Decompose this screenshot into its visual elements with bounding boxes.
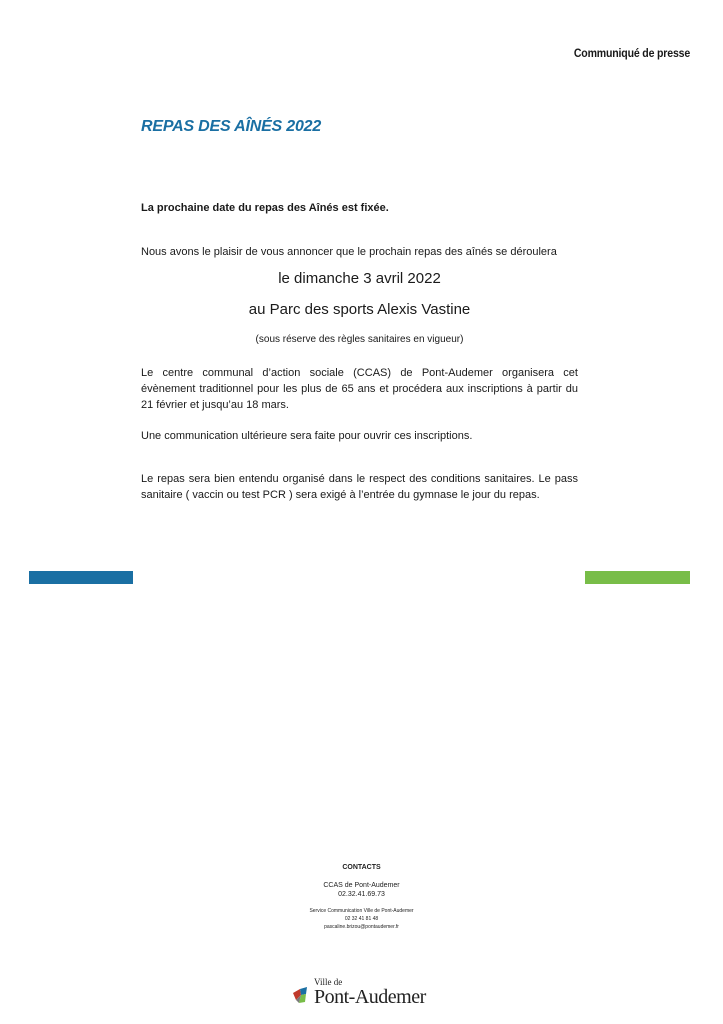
event-date: le dimanche 3 avril 2022 <box>278 270 441 287</box>
green-accent-bar <box>585 571 690 584</box>
logo-city-name: Pont-Audemer <box>314 986 426 1008</box>
city-logo <box>290 977 450 1013</box>
service-phone: 02 32 41 81 48 <box>344 916 379 922</box>
ccas-phone: 02.32.41.69.73 <box>338 891 385 898</box>
contacts-heading: CONTACTS <box>342 864 381 871</box>
communication-paragraph: Une communication ultérieure sera faite pour ouvrir ces inscriptions. <box>141 430 473 442</box>
lead-sentence: La prochaine date du repas des Aînés est fixée. <box>141 202 389 214</box>
ccas-name: CCAS de Pont-Audemer <box>323 882 400 889</box>
logo-prefix: Ville de <box>314 977 343 987</box>
intro-paragraph: Nous avons le plaisir de vous annoncer que le prochain repas des aînés se déroulera <box>141 246 557 258</box>
service-email[interactable]: pascaline.brizou@pontaudemer.fr <box>324 924 399 930</box>
event-place: au Parc des sports Alexis Vastine <box>248 301 471 318</box>
service-name: Service Communication Ville de Pont-Audemer <box>309 908 414 914</box>
health-reserve-note: (sous réserve des règles sanitaires en vigueur) <box>255 334 464 345</box>
document-type-label: Communiqué de presse <box>573 46 690 60</box>
contacts-block <box>0 864 723 931</box>
ccas-paragraph: Le centre communal d’action sociale (CCAS) de Pont-Audemer organisera cet évènement traditionnel pour les plus de 65 ans et procédera aux inscriptions à partir du 21 février et jusqu’au 18 mars. <box>141 367 578 411</box>
blue-accent-bar <box>29 571 133 584</box>
sanitary-paragraph: Le repas sera bien entendu organisé dans le respect des conditions sanitaires. Le pass sanitaire ( vaccin ou test PCR ) sera exigé à l’entrée du gymnase le jour du repas. <box>141 473 578 501</box>
page-title: REPAS DES AÎNÉS 2022 <box>141 118 322 135</box>
city-emblem-icon <box>290 981 316 1007</box>
